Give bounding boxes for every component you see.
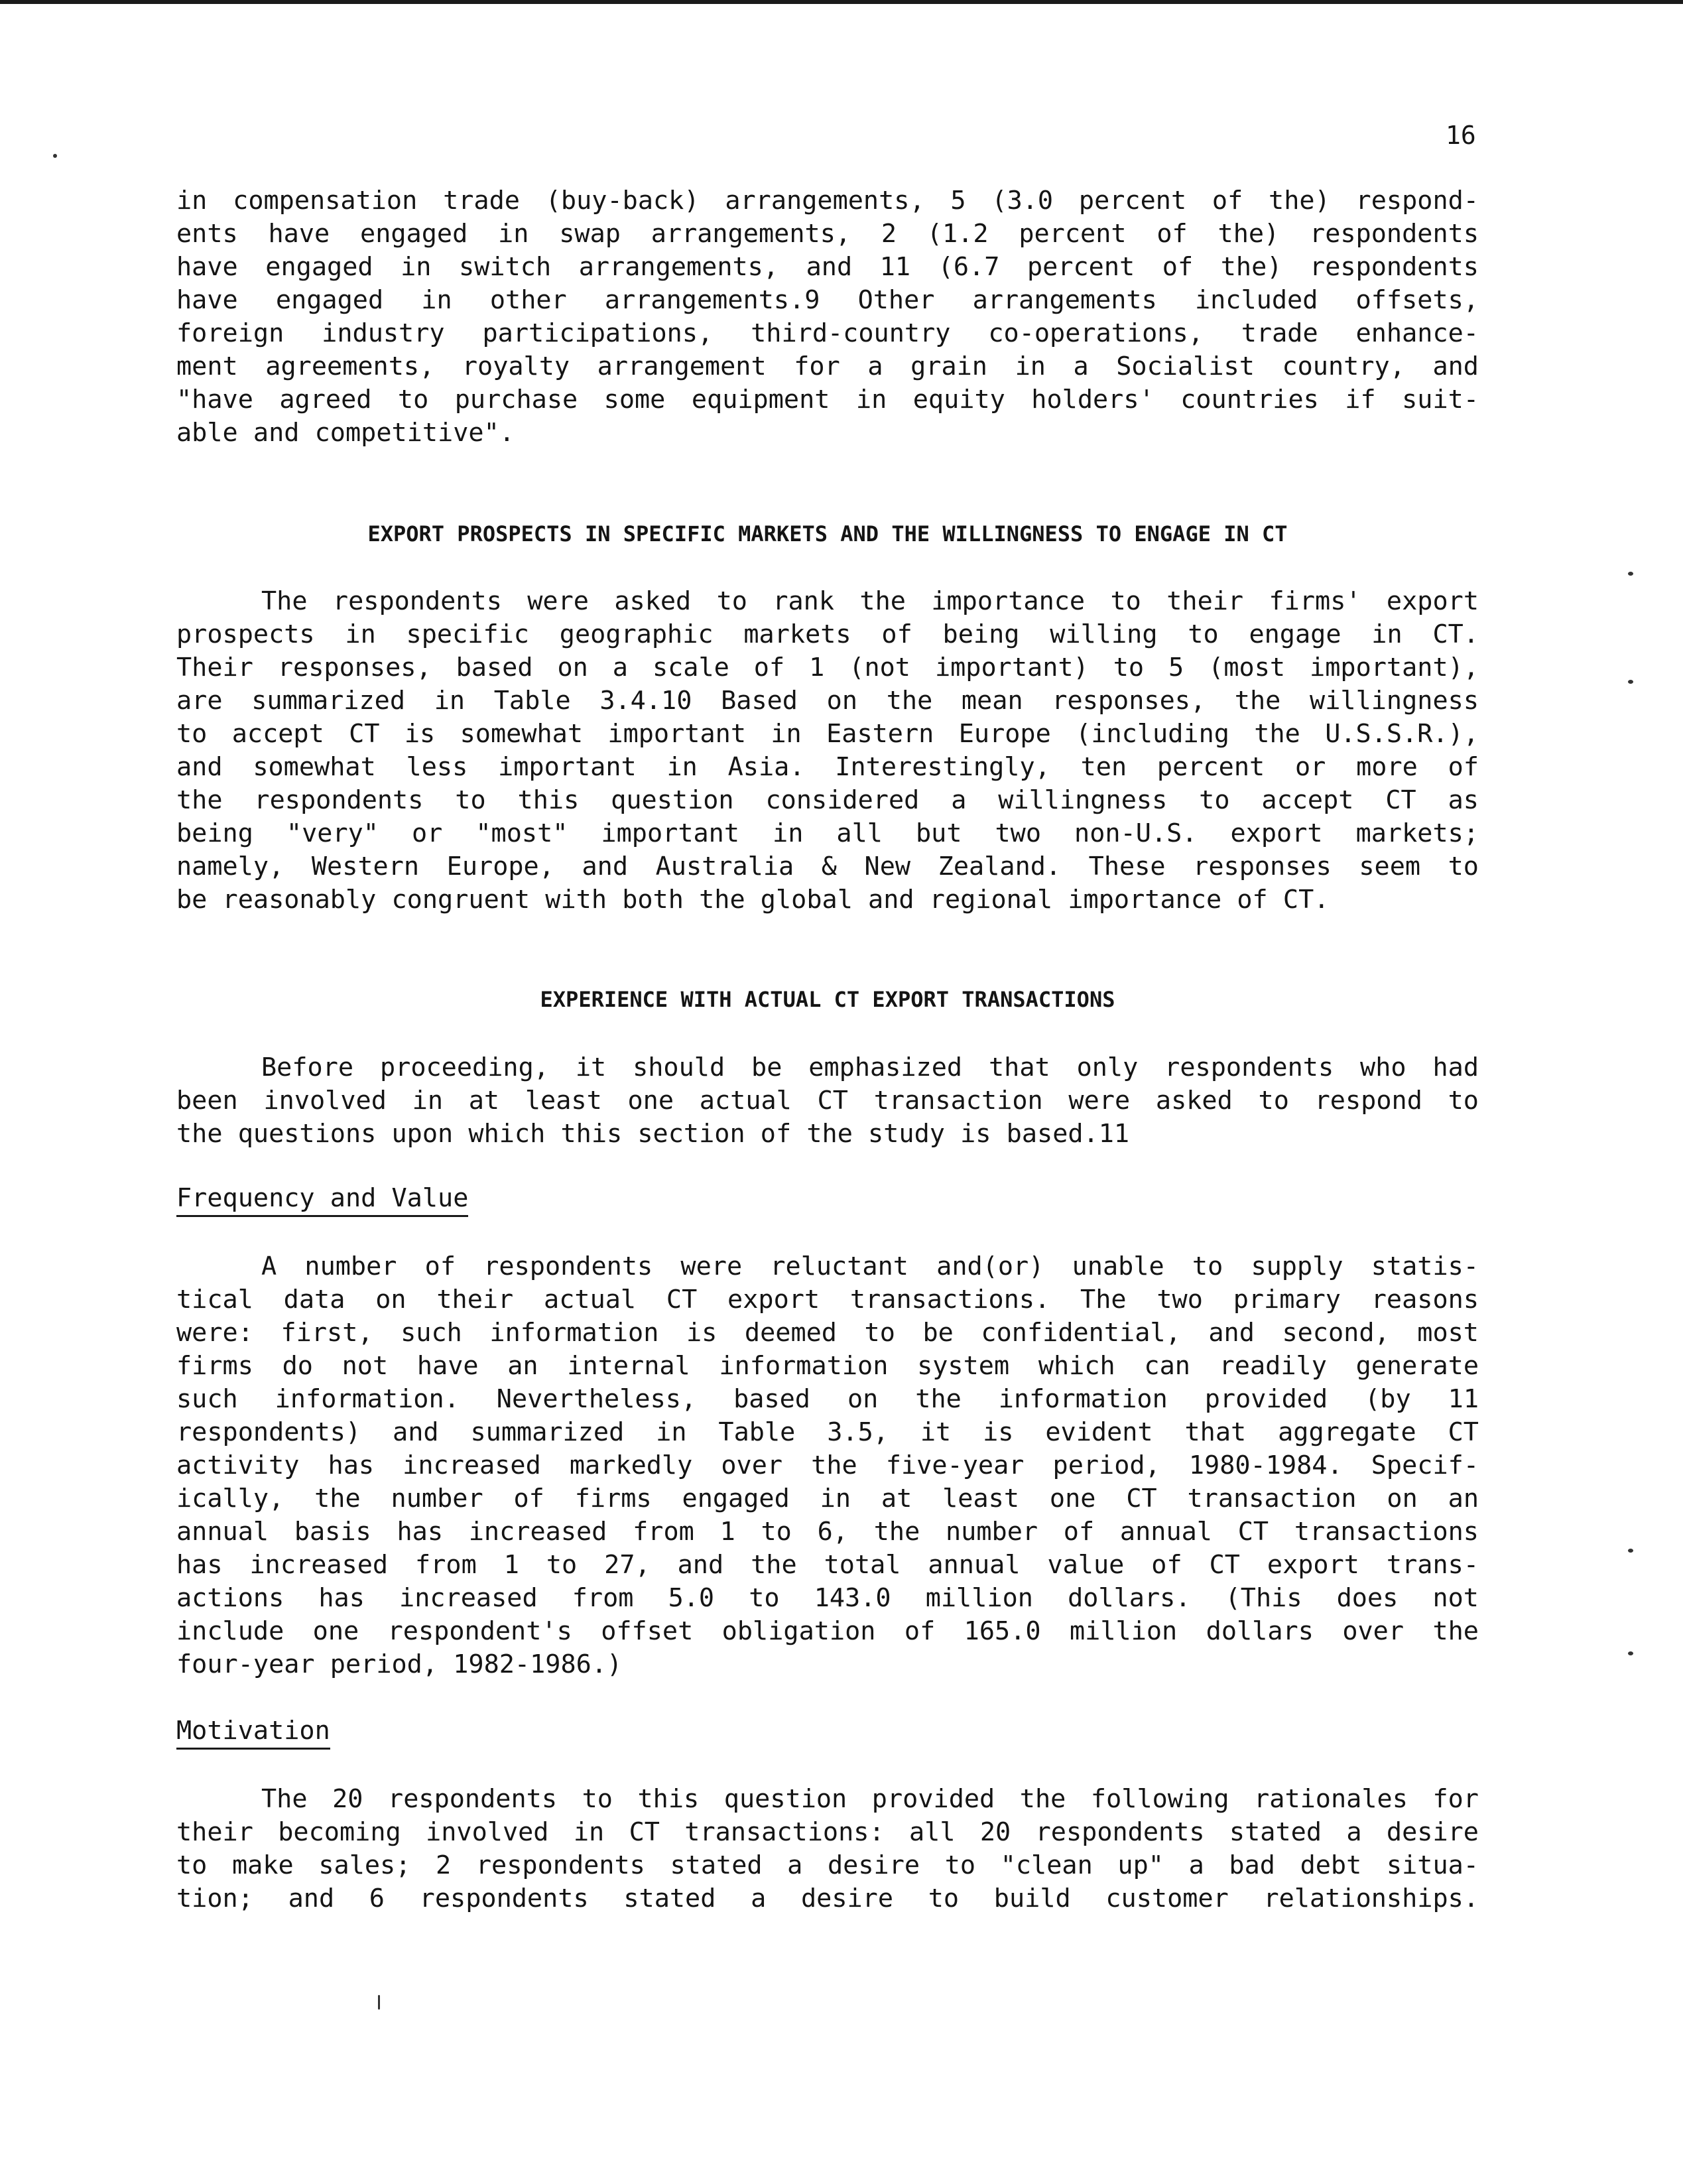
- text-line: include one respondent's offset obligation of 165.0 million dollars over the: [176, 1616, 1479, 1646]
- text-line: activity has increased markedly over the five-year period, 1980-1984. Specif-: [176, 1450, 1479, 1480]
- subheading-motivation: Motivation: [176, 1714, 330, 1750]
- text-line: Their responses, based on a scale of 1 (not important) to 5 (most important),: [176, 653, 1479, 682]
- text-line: has increased from 1 to 27, and the total annual value of CT export trans-: [176, 1550, 1479, 1580]
- paragraph-export-prospects: [176, 585, 1479, 917]
- text-line: "have agreed to purchase some equipment in equity holders' countries if suit-: [176, 385, 1479, 415]
- text-line: The 20 respondents to this question provided the following rationales for: [261, 1784, 1479, 1814]
- text-line: ment agreements, royalty arrangement for a grain in a Socialist country, and: [176, 352, 1479, 381]
- text-line: such information. Nevertheless, based on the information provided (by 11: [176, 1384, 1479, 1414]
- scan-speck: [53, 154, 57, 158]
- text-line: ically, the number of firms engaged in at least one CT transaction on an: [176, 1484, 1479, 1513]
- text-line: been involved in at least one actual CT transaction were asked to respond to: [176, 1086, 1479, 1116]
- text-line: their becoming involved in CT transactions: all 20 respondents stated a desire: [176, 1817, 1479, 1847]
- text-line: to accept CT is somewhat important in Eastern Europe (including the U.S.S.R.),: [176, 719, 1479, 749]
- subheading-frequency-and-value: Frequency and Value: [176, 1182, 468, 1217]
- scan-speck: [378, 1995, 380, 2010]
- text-line: four-year period, 1982-1986.): [176, 1649, 623, 1679]
- top-border-rule: [0, 0, 1683, 4]
- text-line: the respondents to this question considered a willingness to accept CT as: [176, 785, 1479, 815]
- text-line: foreign industry participations, third-country co-operations, trade enhance-: [176, 318, 1479, 348]
- text-line: annual basis has increased from 1 to 6, the number of annual CT transactions: [176, 1517, 1479, 1547]
- text-line: in compensation trade (buy-back) arrangements, 5 (3.0 percent of the) respond-: [176, 186, 1479, 216]
- text-line: be reasonably congruent with both the global and regional importance of CT.: [176, 885, 1330, 915]
- page-number: 16: [1446, 121, 1476, 150]
- text-line: A number of respondents were reluctant and(or) unable to supply statis-: [261, 1252, 1479, 1281]
- text-line: namely, Western Europe, and Australia & New Zealand. These responses seem to: [176, 852, 1479, 881]
- scan-speck: [1628, 1549, 1633, 1553]
- text-line: tical data on their actual CT export transactions. The two primary reasons: [176, 1285, 1479, 1315]
- text-line: prospects in specific geographic markets of being willing to engage in CT.: [176, 619, 1479, 649]
- text-line: were: first, such information is deemed to be confidential, and second, most: [176, 1318, 1479, 1348]
- text-line: being "very" or "most" important in all but two non-U.S. export markets;: [176, 818, 1479, 848]
- paragraph-motivation: [176, 1783, 1479, 1915]
- paragraph-before-proceeding: [176, 1051, 1479, 1151]
- text-line: The respondents were asked to rank the importance to their firms' export: [261, 586, 1479, 616]
- text-line: are summarized in Table 3.4.10 Based on the mean responses, the willingness: [176, 686, 1479, 716]
- text-line: firms do not have an internal information system which can readily generate: [176, 1351, 1479, 1381]
- section-heading-experience: EXPERIENCE WITH ACTUAL CT EXPORT TRANSACTIONS: [540, 987, 1115, 1012]
- scan-speck: [1628, 680, 1633, 684]
- text-line: to make sales; 2 respondents stated a desire to "clean up" a bad debt situa-: [176, 1850, 1479, 1880]
- text-line: actions has increased from 5.0 to 143.0 million dollars. (This does not: [176, 1583, 1479, 1613]
- scan-speck: [1628, 1651, 1633, 1655]
- text-line: the questions upon which this section of the study is based.11: [176, 1119, 1130, 1149]
- section-heading-export-prospects: EXPORT PROSPECTS IN SPECIFIC MARKETS AND THE WILLINGNESS TO ENGAGE IN CT: [367, 521, 1288, 546]
- text-line: respondents) and summarized in Table 3.5, it is evident that aggregate CT: [176, 1417, 1479, 1447]
- text-line: able and competitive".: [176, 418, 515, 448]
- text-line: and somewhat less important in Asia. Interestingly, ten percent or more of: [176, 752, 1479, 782]
- text-line: ents have engaged in swap arrangements, 2 (1.2 percent of the) respondents: [176, 219, 1479, 249]
- text-line: have engaged in other arrangements.9 Other arrangements included offsets,: [176, 285, 1479, 315]
- text-line: have engaged in switch arrangements, and 11 (6.7 percent of the) respondents: [176, 252, 1479, 282]
- text-line: Before proceeding, it should be emphasized that only respondents who had: [261, 1053, 1479, 1082]
- paragraph-frequency-and-value: [176, 1250, 1479, 1681]
- paragraph-compensation-arrangements: [176, 184, 1479, 450]
- text-line: tion; and 6 respondents stated a desire to build customer relationships.: [176, 1884, 1479, 1913]
- scan-speck: [1628, 572, 1633, 576]
